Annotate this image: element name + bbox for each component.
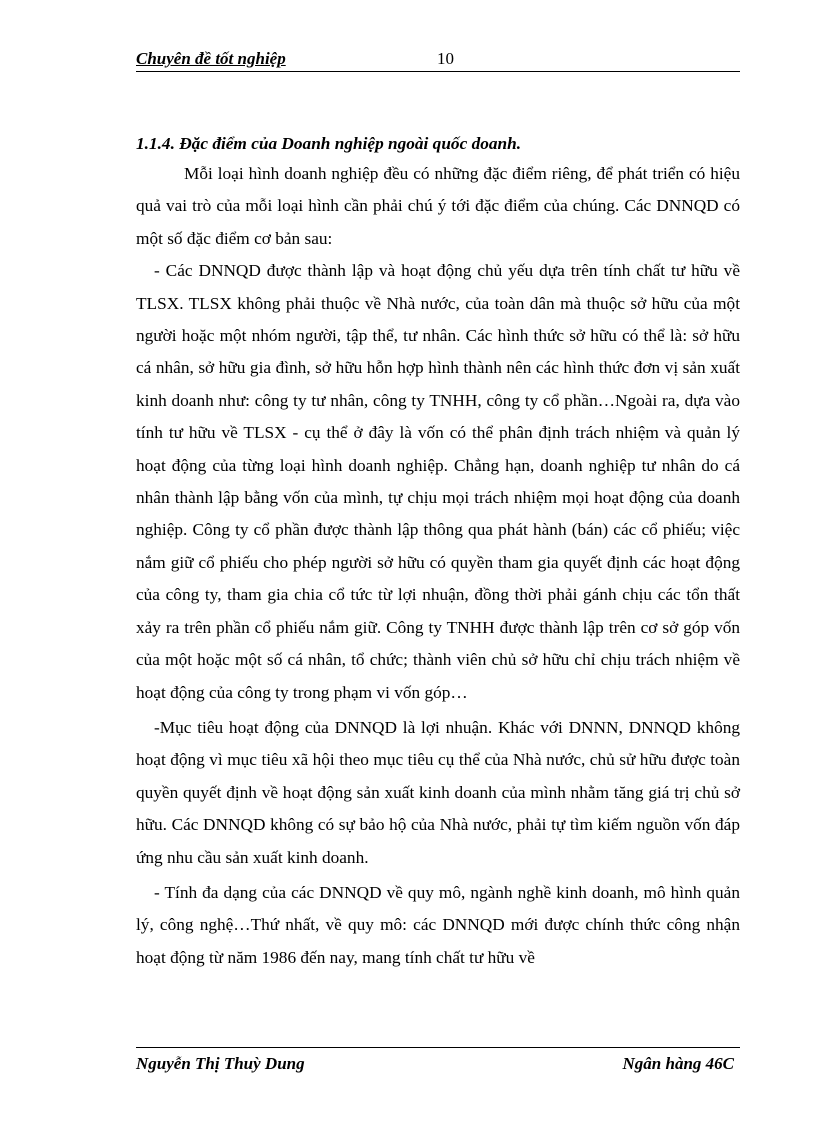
class-name: Ngân hàng 46C	[622, 1054, 734, 1073]
paragraph-ownership: - Các DNNQD được thành lập và hoạt động chủ yếu dựa trên tính chất tư hữu về TLSX. TLSX không phải thuộc về Nhà nước, của toàn dân mà thuộc sở hữu của một người hoặc một nhóm người, tập thể, tư nhân. Các hình thức sở hữu có thể là: sở hữu cá nhân, sở hữu gia đình, sở hữu hỗn hợp hình thành nên các hình thức đơn vị sản xuất kinh doanh như: công ty tư nhân, công ty TNHH, công ty cổ phần…Ngoài ra, dựa vào tính tư hữu về TLSX - cụ thể ở đây là vốn có thể phân định trách nhiệm và quản lý hoạt động của từng loại hình doanh nghiệp. Chẳng hạn, doanh nghiệp tư nhân do cá nhân thành lập bằng vốn của mình, tự chịu mọi trách nhiệm mọi hoạt động của doanh nghiệp. Công ty cổ phần được thành lập thông qua phát hành (bán) các cổ phiếu; việc nắm giữ cổ phiếu cho phép người sở hữu có quyền tham gia quyết định các hoạt động của công ty, tham gia chia cổ tức từ lợi nhuận, đồng thời phải gánh chịu các tổn thất xảy ra trên phần cổ phiếu nắm giữ. Công ty TNHH được thành lập trên cơ sở góp vốn của một hoặc một số cá nhân, tổ chức; thành viên chủ sở hữu chỉ chịu trách nhiệm về hoạt động của công ty trong phạm vi vốn góp…	[136, 261, 740, 702]
page-header	[136, 49, 740, 72]
author-name: Nguyễn Thị Thuỳ Dung	[136, 1054, 305, 1073]
page-footer	[136, 1047, 740, 1080]
page-number: 10	[437, 49, 454, 68]
paragraph-diversity: - Tính đa dạng của các DNNQD về quy mô, ngành nghề kinh doanh, mô hình quản lý, công nghệ…Thứ nhất, về quy mô: các DNNQD mới được chính thức công nhận hoạt động từ năm 1986 đến nay, mang tính chất tư hữu về	[136, 882, 740, 967]
section-heading: 1.1.4. Đặc điểm của Doanh nghiệp ngoài quốc doanh.	[136, 134, 522, 153]
paragraph-objective: -Mục tiêu hoạt động của DNNQD là lợi nhuận. Khác với DNNN, DNNQD không hoạt động vì mục tiêu xã hội theo mục tiêu cụ thể của Nhà nước, chủ sử hữu được toàn quyền quyết định về hoạt động sản xuất kinh doanh của mình nhằm tăng giá trị chủ sở hữu. Các DNNQD không có sự bảo hộ của Nhà nước, phải tự tìm kiếm nguồn vốn đáp ứng nhu cầu sản xuất kinh doanh.	[136, 717, 740, 867]
page-content	[136, 130, 740, 974]
document-title: Chuyên đề tốt nghiệp	[136, 49, 286, 68]
paragraph-intro: Mỗi loại hình doanh nghiệp đều có những đặc điểm riêng, để phát triển có hiệu quả vai trò của mỗi loại hình cần phải chú ý tới đặc điểm của chúng. Các DNNQD có một số đặc điểm cơ bản sau:	[136, 164, 740, 248]
